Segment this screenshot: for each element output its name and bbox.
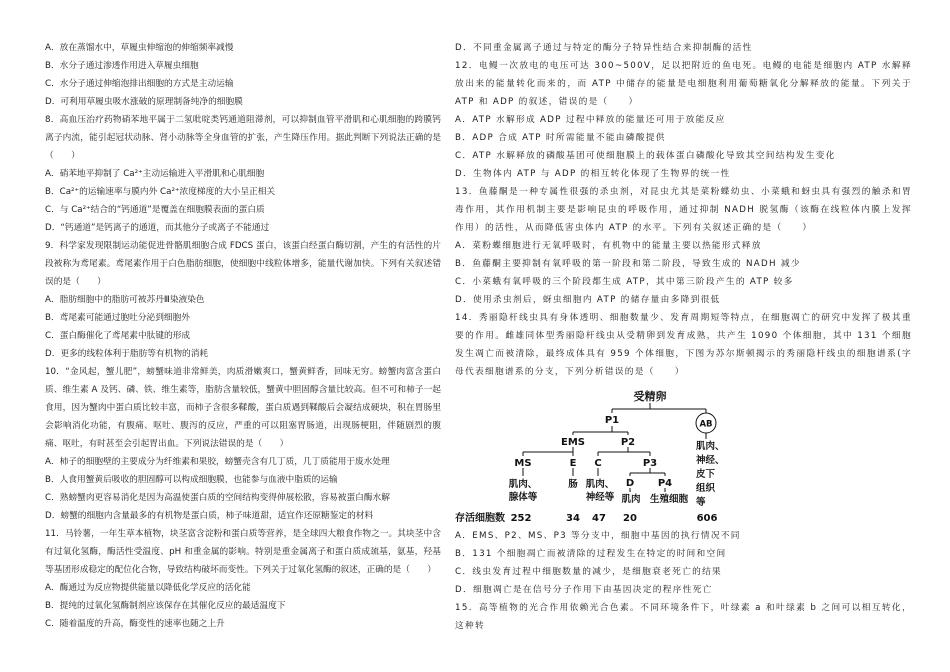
q7-option-a: A．放在蒸馏水中，草履虫伸缩泡的伸缩频率减慢 <box>45 43 234 53</box>
q10-stem: 10．“金风起，蟹儿肥”，螃蟹味道非常鲜美，肉质滑嫩爽口，蟹黄鲜香，回味无穷。螃蟹肉富含蛋白质、维生素 A 及钙、磷、铁、维生素等，脂肪含量较低，蟹黄中胆固醇含量比较高。但不可和柿子一起食用，因为蟹肉中蛋白质比较丰富，而柿子含很多鞣酸，蛋白质遇到鞣酸后会凝结成硬块，积在胃肠里会影响消化功能，有腹痛、呕吐、腹泻的反应，严重的可以阻塞胃肠道，出现肠梗阻，伴随剧烈的腹痛、呕吐，有时甚至会引起胃出血。下列说法错误的是（ ） <box>45 367 441 449</box>
node-ems: EMS <box>561 437 585 448</box>
survival-count-ms: 252 <box>510 513 532 524</box>
left-column <box>45 39 441 633</box>
q12-option-b: B．ADP 合成 ATP 时所需能量不能由磷酸提供 <box>455 133 666 143</box>
q9-option-d: D．更多的线粒体利于脂肪等有机物的消耗 <box>45 349 209 359</box>
fate-p4: 生殖细胞 <box>649 494 689 505</box>
q12-option-d: D．生物体内 ATP 与 ADP 的相互转化体现了生物界的统一性 <box>455 169 731 179</box>
q12-stem: 12．电鳗一次放电的电压可达 300~500V，足以把附近的鱼电死。电鳗的电能是细胞内 ATP 水解释放出来的能量转化而来的，而 ATP 中储存的能量是电细胞利用葡萄糖氧化分解释放的能量。下列关于 ATP 和 ADP 的叙述，错误的是（ ） <box>455 61 912 107</box>
q14-option-a: A．EMS、P2、MS、P3 等分支中，细胞中基因的执行情况不同 <box>455 531 741 541</box>
survival-count-c: 47 <box>592 513 606 524</box>
q8-option-a: A．硝苯地平抑制了 Ca²⁺主动运输进入平滑肌和心肌细胞 <box>45 169 265 179</box>
q7-option-d: D．可利用草履虫吸水涨破的原理制备纯净的细胞膜 <box>45 97 243 107</box>
q8-option-c: C．与 Ca²⁺结合的“钙通道”是覆盖在细胞膜表面的蛋白质 <box>45 205 265 215</box>
survival-count-ab: 606 <box>696 513 718 524</box>
fate-ab-line4: 组织 <box>696 483 716 494</box>
node-e: E <box>569 458 577 469</box>
q14-option-c: C．线虫发育过程中细胞数量的减少，是细胞衰老死亡的结果 <box>455 567 723 577</box>
q11-option-b: B．提纯的过氧化氢酶制剂应该保存在其催化反应的最适温度下 <box>45 601 286 611</box>
survival-count-e: 34 <box>566 513 580 524</box>
fate-ab-line2: 神经、 <box>696 455 725 466</box>
q13-option-b: B．鱼藤酮主要抑制有氧呼吸的第一阶段和第二阶段，导致生成的 NADH 减少 <box>455 259 801 269</box>
node-p4: P4 <box>657 478 673 489</box>
q8-stem: 8．高血压治疗药物硝苯地平属于二氢吡啶类钙通道阻滞剂，可以抑制血管平滑肌和心肌细胞的跨膜钙离子内流，能引起冠状动脉、肾小动脉等全身血管的扩张，产生降压作用。据此判断下列说法正确的是（ ） <box>45 115 441 161</box>
node-d: D <box>625 478 635 489</box>
q15-stem: 15．高等植物的光合作用依赖光合色素。不同环境条件下，叶绿素 a 和叶绿素 b 之间可以相互转化，这种转 <box>455 603 912 631</box>
q8-option-d: D．“钙通道”是钙离子的通道，而其他分子或离子不能通过 <box>45 223 270 233</box>
node-c: C <box>594 458 602 469</box>
node-p1: P1 <box>604 415 620 426</box>
q14-option-b: B．131 个细胞凋亡而被清除的过程发生在特定的时间和空间 <box>455 549 727 559</box>
q13-option-a: A．菜粉蝶细胞进行无氧呼吸时，有机物中的能量主要以热能形式释放 <box>455 241 762 251</box>
q14-stem: 14．秀丽隐杆线虫具有身体透明、细胞数量少、发育周期短等特点，在细胞凋亡的研究中发挥了极其重要的作用。雌雄同体型秀丽隐杆线虫从受精卵到发育成熟，共产生 1090 个体细胞，其中 131 个细胞发生凋亡而被清除，最终成体具有 959 个体细胞，下图为苏尔斯顿揭示的秀丽隐杆线虫的细胞谱系(字母代表细胞谱系的分支，下列分析错误的是（ ） <box>455 313 912 377</box>
q11-option-a: A．酶通过为反应物提供能量以降低化学反应的活化能 <box>45 583 251 593</box>
q12-option-c: C．ATP 水解释放的磷酸基团可使细胞膜上的载体蛋白磷酸化导致其空间结构发生变化 <box>455 151 836 161</box>
q9-stem: 9．科学家发现限制运动能促进骨骼肌细胞合成 FDCS 蛋白，该蛋白经蛋白酶切割，产生的有活性的片段被称为鸢尾素。鸢尾素作用于白色脂肪细胞，使细胞中线粒体增多，能量代谢加快。下列有关叙述错误的是（ ） <box>45 241 441 287</box>
node-p2: P2 <box>620 437 636 448</box>
fate-ab-line5: 等 <box>696 497 706 508</box>
q13-option-d: D．使用杀虫剂后，蚜虫细胞内 ATP 的储存量由多降到很低 <box>455 295 721 305</box>
q11-option-c: C．随着温度的升高，酶变性的速率也随之上升 <box>45 619 225 629</box>
q13-option-c: C．小菜蛾有氧呼吸的三个阶段都生成 ATP，其中第三阶段产生的 ATP 较多 <box>455 277 794 287</box>
fate-ms-line1: 肌肉、 <box>508 479 538 490</box>
node-p3: P3 <box>642 458 658 469</box>
fate-e: 肠 <box>568 479 578 490</box>
q9-option-b: B．鸢尾素可能通过胞吐分泌到细胞外 <box>45 313 190 323</box>
q10-option-a: A．柿子的细胞壁的主要成分为纤维素和果胶，螃蟹壳含有几丁质，几丁质能用于废水处理 <box>45 457 390 467</box>
q14-option-d: D．细胞凋亡是在信号分子作用下由基因决定的程序性死亡 <box>455 585 713 595</box>
fate-ms-line2: 腺体等 <box>508 492 538 503</box>
survival-count-d: 20 <box>623 513 637 524</box>
q11-stem: 11．马铃薯，一年生草本植物，块茎富含淀粉和蛋白质等营养，是全球四大粮食作物之一。其块茎中含有过氧化氢酶，酶活性受温度、pH 和重金属的影响。特别是重金属离子和蛋白质成巯基，氨基，羟基等基团形成稳定的配位化合物，导致结构破坏而变性。下列关于过氧化氢酶的叙述，正确的是（ ） <box>45 529 441 575</box>
cell-lineage-diagram <box>455 384 755 526</box>
q10-option-d: D．螃蟹的细胞内含量最多的有机物是蛋白质，柿子味道甜，适宜作还原糖鉴定的材料 <box>45 511 374 521</box>
q9-option-a: A．脂肪细胞中的脂肪可被苏丹Ⅲ染液染色 <box>45 295 205 305</box>
q7-option-b: B．水分子通过渗透作用进入草履虫细胞 <box>45 61 199 71</box>
fate-d: 肌肉 <box>621 494 641 505</box>
fate-c-line1: 肌肉、 <box>585 479 615 490</box>
q8-option-b: B．Ca²⁺的运输速率与膜内外 Ca²⁺浓度梯度的大小呈正相关 <box>45 187 276 197</box>
node-ab: AB <box>699 419 713 430</box>
q7-option-c: C．水分子通过伸缩泡排出细胞的方式是主动运输 <box>45 79 234 89</box>
node-ms: MS <box>514 458 532 469</box>
q11-option-d: D．不同重金属离子通过与特定的酶分子特异性结合来抑制酶的活性 <box>455 43 753 53</box>
right-column <box>455 39 912 635</box>
q10-option-c: C．熟螃蟹肉更容易消化是因为高温使蛋白质的空间结构变得伸展松散，容易被蛋白酶水解 <box>45 493 390 503</box>
survival-label: 存活细胞数 <box>455 513 505 524</box>
q10-option-b: B．人食用蟹黄后吸收的胆固醇可以构成细胞膜，也能参与血液中脂质的运输 <box>45 475 338 485</box>
q12-option-a: A．ATP 水解形成 ADP 过程中释放的能量还可用于放能反应 <box>455 115 726 125</box>
q13-stem: 13．鱼藤酮是一种专属性很强的杀虫剂，对昆虫尤其是菜粉蝶幼虫、小菜蛾和蚜虫具有强烈的触杀和胃毒作用，其作用机制主要是影响昆虫的呼吸作用，通过抑制 NADH 脱氢酶（该酶在线粒体内膜上发挥作用）的活性，从而降低害虫体内 ATP 的水平。下列有关叙述正确的是（ ） <box>455 187 912 233</box>
q9-option-c: C．蛋白酶催化了鸢尾素中肽键的形成 <box>45 331 191 341</box>
fate-ab-line3: 皮下 <box>696 469 716 480</box>
cell-lineage-figure <box>455 381 912 527</box>
fate-c-line2: 神经等 <box>585 492 615 503</box>
root-node-label: 受精卵 <box>633 390 667 403</box>
fate-ab-line1: 肌肉、 <box>696 441 725 452</box>
